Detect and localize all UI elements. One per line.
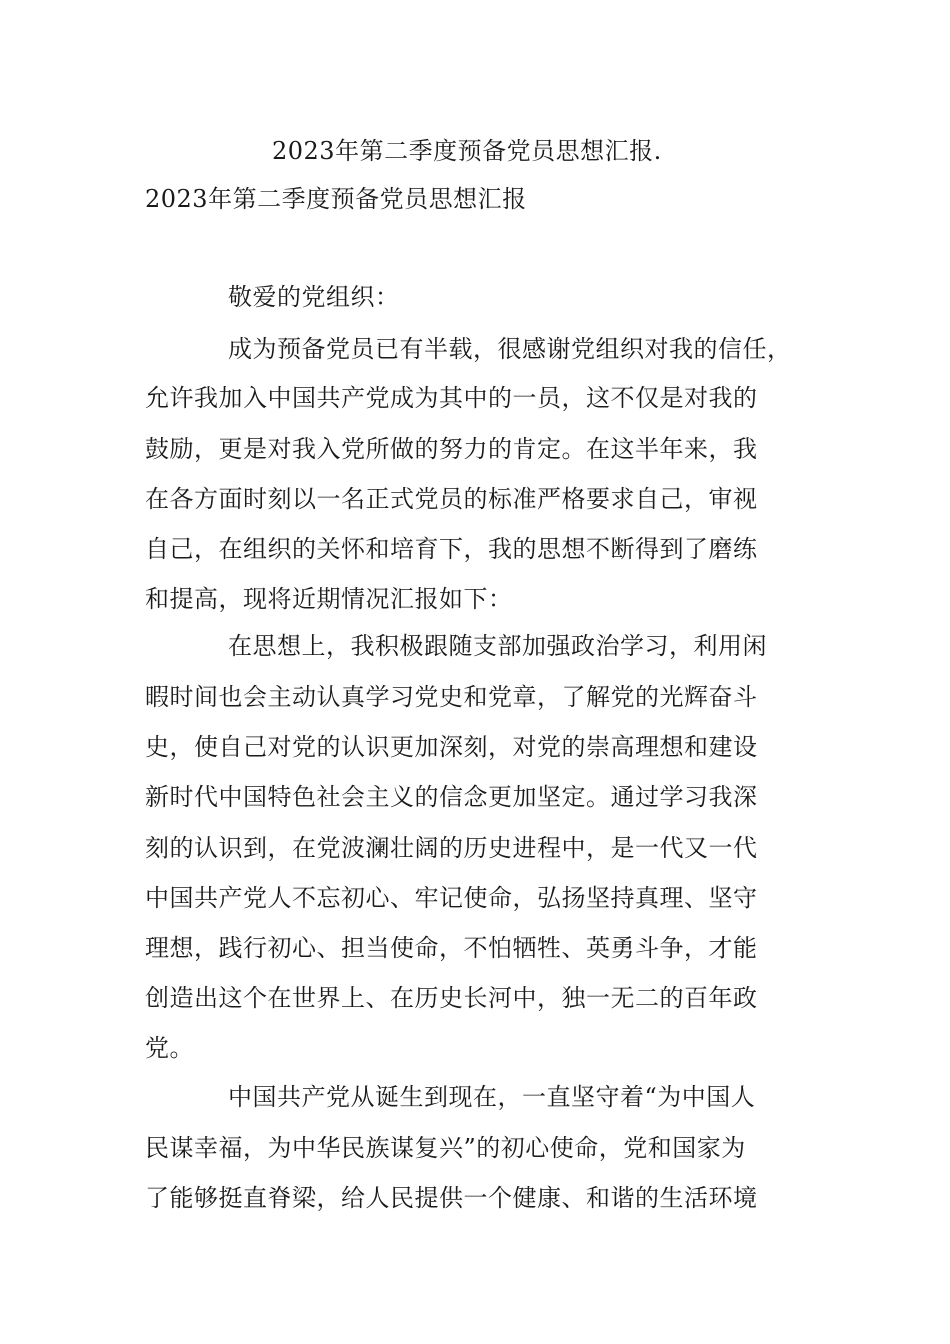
body-line: 在各方面时刻以一名正式党员的标准严格要求自己，审视 bbox=[145, 485, 758, 513]
body-line: 和提高，现将近期情况汇报如下： bbox=[145, 585, 513, 613]
body-line: 民谋幸福，为中华民族谋复兴”的初心使命，党和国家为 bbox=[145, 1134, 746, 1162]
document-title: 2023年第二季度预备党员思想汇报. bbox=[272, 137, 662, 165]
body-line: 中国共产党从诞生到现在，一直坚守着“为中国人 bbox=[228, 1083, 756, 1111]
document-subtitle: 2023年第二季度预备党员思想汇报 bbox=[145, 185, 527, 213]
body-line: 刻的认识到，在党波澜壮阔的历史进程中，是一代又一代 bbox=[145, 834, 758, 862]
body-line: 新时代中国特色社会主义的信念更加坚定。通过学习我深 bbox=[145, 783, 758, 811]
body-line: 成为预备党员已有半载，很感谢党组织对我的信任， bbox=[228, 335, 792, 363]
body-line: 自己，在组织的关怀和培育下，我的思想不断得到了磨练 bbox=[145, 535, 758, 563]
salutation: 敬爱的党组织： bbox=[228, 283, 400, 311]
body-line: 史，使自己对党的认识更加深刻，对党的崇高理想和建设 bbox=[145, 733, 758, 761]
body-line: 中国共产党人不忘初心、牢记使命，弘扬坚持真理、坚守 bbox=[145, 884, 758, 912]
body-line: 党。 bbox=[145, 1034, 194, 1062]
body-line: 暇时间也会主动认真学习党史和党章，了解党的光辉奋斗 bbox=[145, 683, 758, 711]
body-line: 了能够挺直脊梁，给人民提供一个健康、和谐的生活环境 bbox=[145, 1184, 758, 1212]
body-line: 在思想上，我积极跟随支部加强政治学习，利用闲 bbox=[228, 632, 767, 660]
body-line: 鼓励，更是对我入党所做的努力的肯定。在这半年来，我 bbox=[145, 435, 758, 463]
body-line: 创造出这个在世界上、在历史长河中，独一无二的百年政 bbox=[145, 984, 758, 1012]
body-line: 允许我加入中国共产党成为其中的一员，这不仅是对我的 bbox=[145, 384, 758, 412]
body-line: 理想，践行初心、担当使命，不怕牺牲、英勇斗争，才能 bbox=[145, 934, 758, 962]
